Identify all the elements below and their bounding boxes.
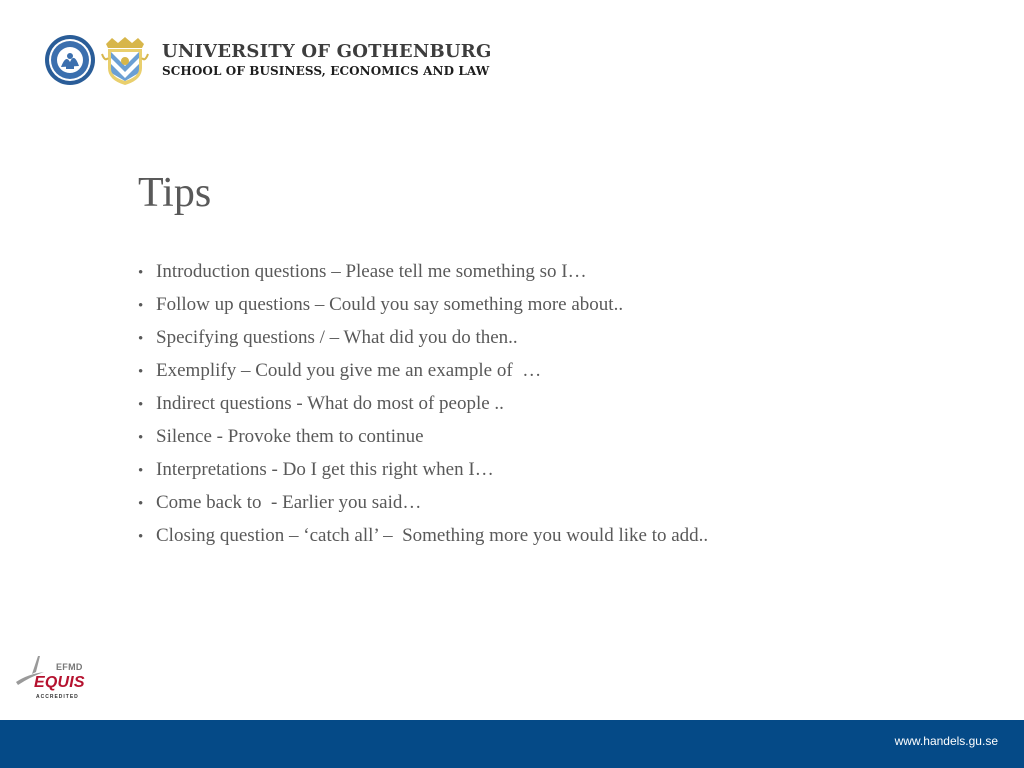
list-item — [138, 294, 938, 327]
bullet-icon: • — [138, 265, 144, 281]
bullet-icon: • — [138, 496, 144, 512]
bullet-icon: • — [138, 364, 144, 380]
list-item-text: Come back to - Earlier you said… — [156, 492, 422, 513]
list-item — [138, 360, 938, 393]
accredited-label: ACCREDITED — [36, 694, 79, 700]
list-item-text: Closing question – ‘catch all’ – Something more you would like to add.. — [156, 525, 709, 546]
footer-bar — [0, 720, 1024, 768]
footer-url[interactable]: www.handels.gu.se — [894, 734, 998, 748]
university-name: UNIVERSITY OF GOTHENBURG — [162, 41, 492, 62]
list-item-text: Specifying questions / – What did you do then.. — [156, 327, 518, 348]
equis-accreditation-logo — [14, 652, 88, 704]
list-item-text: Indirect questions - What do most of people .. — [156, 393, 504, 414]
list-item — [138, 261, 938, 294]
bullet-icon: • — [138, 529, 144, 545]
school-crest-icon — [100, 34, 150, 86]
list-item — [138, 492, 938, 525]
list-item-text: Introduction questions – Please tell me something so I… — [156, 261, 587, 282]
university-header — [44, 34, 492, 86]
slide-title: Tips — [138, 170, 212, 216]
tips-list — [138, 261, 938, 558]
list-item — [138, 525, 938, 558]
university-wordmark — [162, 41, 492, 79]
list-item — [138, 426, 938, 459]
list-item-text: Follow up questions – Could you say something more about.. — [156, 294, 624, 315]
bullet-icon: • — [138, 430, 144, 446]
bullet-icon: • — [138, 331, 144, 347]
bullet-icon: • — [138, 397, 144, 413]
list-item — [138, 459, 938, 492]
list-item-text: Silence - Provoke them to continue — [156, 426, 424, 447]
university-seal-icon — [44, 34, 96, 86]
list-item — [138, 327, 938, 360]
equis-label: EQUIS — [34, 674, 85, 691]
bullet-icon: • — [138, 463, 144, 479]
list-item-text: Interpretations - Do I get this right when I… — [156, 459, 494, 480]
bullet-icon: • — [138, 298, 144, 314]
efmd-label: EFMD — [56, 662, 83, 672]
school-name: SCHOOL OF BUSINESS, ECONOMICS AND LAW — [162, 64, 490, 78]
list-item — [138, 393, 938, 426]
list-item-text: Exemplify – Could you give me an example of … — [156, 360, 542, 381]
